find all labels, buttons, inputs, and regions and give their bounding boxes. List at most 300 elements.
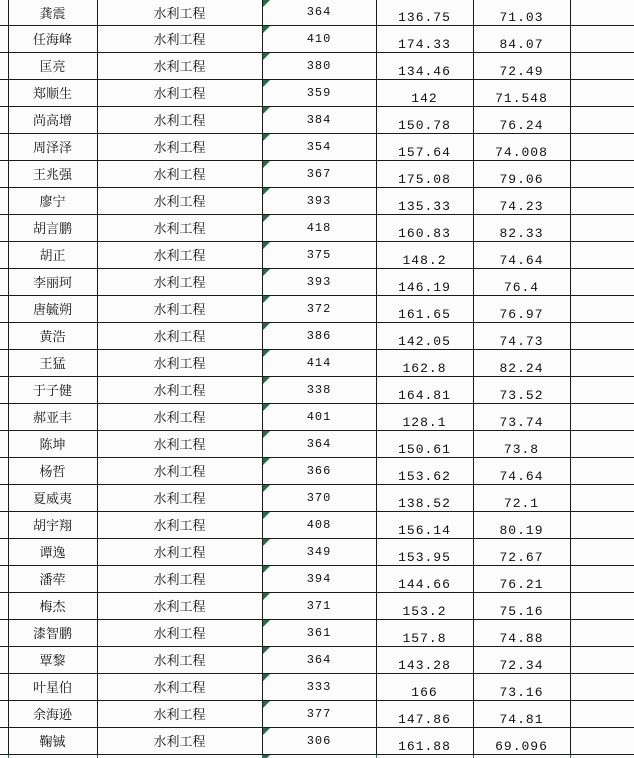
major-cell[interactable] [97, 376, 262, 403]
row-edge-cell[interactable] [0, 511, 8, 538]
major-cell[interactable] [97, 214, 262, 241]
name-cell[interactable] [8, 592, 97, 619]
score-a-cell-text: 306 [306, 733, 332, 748]
name-cell-text: 谭逸 [39, 545, 66, 560]
score-a-cell-text: 380 [306, 58, 332, 73]
score-c-cell[interactable] [473, 322, 570, 349]
row-edge-cell[interactable] [0, 79, 8, 106]
row-edge-cell[interactable] [0, 565, 8, 592]
empty-cell[interactable] [570, 700, 634, 727]
name-cell-text: 郑顺生 [32, 86, 72, 101]
row-edge-cell[interactable] [0, 376, 8, 403]
score-b-cell-text: 157.64 [398, 144, 451, 160]
major-cell[interactable] [97, 700, 262, 727]
table-row [0, 79, 634, 106]
score-a-cell-text: 359 [306, 85, 332, 100]
row-edge-cell[interactable] [0, 592, 8, 619]
score-c-cell[interactable] [473, 295, 570, 322]
score-b-cell[interactable] [376, 754, 473, 758]
empty-cell[interactable] [570, 646, 634, 673]
empty-cell[interactable] [570, 430, 634, 457]
empty-cell[interactable] [570, 25, 634, 52]
score-c-cell-text: 76.97 [499, 306, 544, 322]
major-cell[interactable] [97, 52, 262, 79]
major-cell[interactable] [97, 754, 262, 758]
empty-cell[interactable] [570, 754, 634, 758]
major-cell[interactable] [97, 565, 262, 592]
score-a-cell-text: 364 [306, 652, 332, 667]
score-a-cell[interactable] [262, 754, 376, 758]
number-stored-as-text-indicator-icon [263, 269, 270, 276]
score-b-cell[interactable] [376, 349, 473, 376]
row-edge-cell[interactable] [0, 295, 8, 322]
score-b-cell[interactable] [376, 646, 473, 673]
score-c-cell[interactable] [473, 25, 570, 52]
score-a-cell[interactable] [262, 322, 376, 349]
number-stored-as-text-indicator-icon [263, 728, 270, 735]
empty-cell[interactable] [570, 457, 634, 484]
row-edge-cell[interactable] [0, 754, 8, 758]
score-c-cell[interactable] [473, 673, 570, 700]
score-b-cell-text: 153.62 [398, 468, 451, 484]
table-row [0, 376, 634, 403]
major-cell-text: 水利工程 [153, 5, 206, 21]
number-stored-as-text-indicator-icon [263, 755, 270, 758]
score-c-cell[interactable] [473, 619, 570, 646]
score-a-cell[interactable] [262, 133, 376, 160]
number-stored-as-text-indicator-icon [263, 242, 270, 249]
major-cell-text: 水利工程 [153, 410, 206, 425]
score-b-cell-text: 150.78 [398, 117, 451, 133]
row-edge-cell[interactable] [0, 619, 8, 646]
score-b-cell-text: 134.46 [398, 63, 451, 79]
name-cell[interactable] [8, 0, 97, 25]
number-stored-as-text-indicator-icon [263, 134, 270, 141]
number-stored-as-text-indicator-icon [263, 53, 270, 60]
number-stored-as-text-indicator-icon [263, 458, 270, 465]
score-b-cell[interactable] [376, 322, 473, 349]
score-c-cell-text: 73.16 [499, 684, 544, 700]
major-cell[interactable] [97, 160, 262, 187]
score-b-cell[interactable] [376, 0, 473, 25]
score-b-cell[interactable] [376, 484, 473, 511]
major-cell[interactable] [97, 106, 262, 133]
name-cell-text: 王兆强 [32, 167, 72, 182]
score-c-cell[interactable] [473, 403, 570, 430]
major-cell[interactable] [97, 727, 262, 754]
major-cell[interactable] [97, 457, 262, 484]
name-cell[interactable] [8, 322, 97, 349]
score-b-cell[interactable] [376, 511, 473, 538]
score-b-cell[interactable] [376, 268, 473, 295]
score-c-cell-text: 74.23 [499, 198, 544, 214]
empty-cell[interactable] [570, 403, 634, 430]
name-cell[interactable] [8, 376, 97, 403]
score-a-cell-text: 372 [306, 301, 332, 316]
score-a-cell[interactable] [262, 538, 376, 565]
name-cell-text: 余海逊 [32, 707, 72, 722]
table-row [0, 241, 634, 268]
name-cell[interactable] [8, 700, 97, 727]
name-cell[interactable] [8, 349, 97, 376]
score-c-cell[interactable] [473, 700, 570, 727]
name-cell-text: 于子健 [32, 383, 72, 398]
name-cell[interactable] [8, 214, 97, 241]
empty-cell[interactable] [570, 295, 634, 322]
empty-cell[interactable] [570, 592, 634, 619]
row-edge-cell[interactable] [0, 538, 8, 565]
row-edge-cell[interactable] [0, 430, 8, 457]
score-a-cell-text: 370 [306, 490, 332, 505]
name-cell[interactable] [8, 133, 97, 160]
empty-cell[interactable] [570, 0, 634, 25]
score-a-cell[interactable] [262, 160, 376, 187]
name-cell[interactable] [8, 268, 97, 295]
name-cell[interactable] [8, 241, 97, 268]
empty-cell[interactable] [570, 727, 634, 754]
major-cell[interactable] [97, 268, 262, 295]
major-cell-text: 水利工程 [153, 437, 206, 452]
score-c-cell[interactable] [473, 376, 570, 403]
score-b-cell-text: 174.33 [398, 36, 451, 52]
number-stored-as-text-indicator-icon [263, 107, 270, 114]
score-a-cell[interactable] [262, 241, 376, 268]
score-c-cell[interactable] [473, 268, 570, 295]
score-c-cell[interactable] [473, 79, 570, 106]
score-c-cell-text: 73.74 [499, 414, 544, 430]
score-b-cell[interactable] [376, 565, 473, 592]
major-cell[interactable] [97, 187, 262, 214]
name-cell[interactable] [8, 538, 97, 565]
number-stored-as-text-indicator-icon [263, 701, 270, 708]
row-edge-cell[interactable] [0, 187, 8, 214]
score-a-cell[interactable] [262, 727, 376, 754]
score-a-cell[interactable] [262, 0, 376, 25]
name-cell[interactable] [8, 25, 97, 52]
score-c-cell[interactable] [473, 241, 570, 268]
score-c-cell[interactable] [473, 565, 570, 592]
empty-cell[interactable] [570, 268, 634, 295]
row-edge-cell[interactable] [0, 484, 8, 511]
empty-cell[interactable] [570, 565, 634, 592]
major-cell[interactable] [97, 0, 262, 25]
score-b-cell[interactable] [376, 700, 473, 727]
major-cell[interactable] [97, 646, 262, 673]
empty-cell[interactable] [570, 349, 634, 376]
row-edge-cell[interactable] [0, 646, 8, 673]
major-cell[interactable] [97, 241, 262, 268]
row-edge-cell[interactable] [0, 268, 8, 295]
score-a-cell[interactable] [262, 268, 376, 295]
score-c-cell[interactable] [473, 0, 570, 25]
number-stored-as-text-indicator-icon [263, 377, 270, 384]
score-a-cell[interactable] [262, 79, 376, 106]
name-cell[interactable] [8, 565, 97, 592]
empty-cell[interactable] [570, 241, 634, 268]
row-edge-cell[interactable] [0, 700, 8, 727]
major-cell-text: 水利工程 [153, 140, 206, 155]
score-c-cell[interactable] [473, 187, 570, 214]
row-edge-cell[interactable] [0, 349, 8, 376]
major-cell[interactable] [97, 538, 262, 565]
empty-cell[interactable] [570, 322, 634, 349]
score-b-cell[interactable] [376, 52, 473, 79]
score-a-cell[interactable] [262, 349, 376, 376]
score-c-cell-text: 84.07 [499, 36, 544, 52]
row-edge-cell[interactable] [0, 727, 8, 754]
major-cell-text: 水利工程 [153, 653, 206, 668]
name-cell[interactable] [8, 52, 97, 79]
score-c-cell[interactable] [473, 106, 570, 133]
score-b-cell-text: 161.88 [398, 738, 451, 754]
score-a-cell[interactable] [262, 430, 376, 457]
score-a-cell[interactable] [262, 25, 376, 52]
name-cell[interactable] [8, 727, 97, 754]
number-stored-as-text-indicator-icon [263, 431, 270, 438]
major-cell[interactable] [97, 295, 262, 322]
major-cell[interactable] [97, 673, 262, 700]
score-c-cell[interactable] [473, 160, 570, 187]
score-a-cell[interactable] [262, 295, 376, 322]
table-row [0, 349, 634, 376]
score-b-cell[interactable] [376, 538, 473, 565]
table-row [0, 52, 634, 79]
score-c-cell[interactable] [473, 430, 570, 457]
row-edge-cell[interactable] [0, 25, 8, 52]
major-cell-text: 水利工程 [153, 32, 206, 47]
score-a-cell[interactable] [262, 592, 376, 619]
name-cell[interactable] [8, 106, 97, 133]
score-b-cell-text: 146.19 [398, 279, 451, 295]
score-b-cell-text: 166 [411, 684, 438, 700]
major-cell[interactable] [97, 79, 262, 106]
table-row [0, 673, 634, 700]
score-b-cell[interactable] [376, 592, 473, 619]
major-cell-text: 水利工程 [153, 302, 206, 317]
score-c-cell[interactable] [473, 349, 570, 376]
score-a-cell[interactable] [262, 484, 376, 511]
empty-cell[interactable] [570, 187, 634, 214]
row-edge-cell[interactable] [0, 241, 8, 268]
score-b-cell[interactable] [376, 106, 473, 133]
name-cell-text: 黄浩 [39, 329, 66, 344]
empty-cell[interactable] [570, 484, 634, 511]
empty-cell[interactable] [570, 214, 634, 241]
score-b-cell[interactable] [376, 241, 473, 268]
empty-cell[interactable] [570, 79, 634, 106]
major-cell[interactable] [97, 349, 262, 376]
major-cell[interactable] [97, 484, 262, 511]
score-b-cell[interactable] [376, 376, 473, 403]
number-stored-as-text-indicator-icon [263, 80, 270, 87]
name-cell-text: 李丽珂 [32, 275, 72, 290]
row-edge-cell[interactable] [0, 160, 8, 187]
score-b-cell[interactable] [376, 727, 473, 754]
row-edge-cell[interactable] [0, 0, 8, 25]
major-cell[interactable] [97, 403, 262, 430]
major-cell-text: 水利工程 [153, 194, 206, 209]
score-c-cell[interactable] [473, 646, 570, 673]
empty-cell[interactable] [570, 619, 634, 646]
name-cell[interactable] [8, 619, 97, 646]
name-cell[interactable] [8, 187, 97, 214]
score-b-cell[interactable] [376, 25, 473, 52]
major-cell[interactable] [97, 592, 262, 619]
row-edge-cell[interactable] [0, 106, 8, 133]
score-a-cell[interactable] [262, 376, 376, 403]
score-a-cell-text: 384 [306, 112, 332, 127]
row-edge-cell[interactable] [0, 52, 8, 79]
score-c-cell[interactable] [473, 214, 570, 241]
name-cell-text: 郝亚丰 [32, 410, 72, 425]
major-cell[interactable] [97, 133, 262, 160]
score-c-cell[interactable] [473, 727, 570, 754]
score-c-cell[interactable] [473, 592, 570, 619]
score-c-cell-text: 74.88 [499, 630, 544, 646]
major-cell-text: 水利工程 [153, 329, 206, 344]
name-cell-text: 夏威夷 [32, 491, 72, 506]
score-b-cell[interactable] [376, 430, 473, 457]
score-a-cell-text: 408 [306, 517, 332, 532]
score-c-cell[interactable] [473, 133, 570, 160]
score-b-cell[interactable] [376, 673, 473, 700]
score-c-cell[interactable] [473, 511, 570, 538]
score-a-cell[interactable] [262, 52, 376, 79]
score-a-cell[interactable] [262, 646, 376, 673]
table-row [0, 430, 634, 457]
score-c-cell-text: 74.81 [499, 711, 544, 727]
score-a-cell-text: 367 [306, 166, 332, 181]
score-b-cell[interactable] [376, 160, 473, 187]
score-c-cell[interactable] [473, 754, 570, 758]
score-c-cell-text: 72.1 [503, 495, 540, 511]
score-b-cell[interactable] [376, 79, 473, 106]
name-cell[interactable] [8, 160, 97, 187]
name-cell-text: 陈坤 [39, 437, 66, 452]
name-cell-text: 梅杰 [39, 599, 66, 614]
empty-cell[interactable] [570, 376, 634, 403]
score-c-cell-text: 72.67 [499, 549, 544, 565]
empty-cell[interactable] [570, 160, 634, 187]
empty-cell[interactable] [570, 133, 634, 160]
score-a-cell[interactable] [262, 214, 376, 241]
table-row [0, 0, 634, 25]
major-cell[interactable] [97, 511, 262, 538]
name-cell-text: 匡亮 [39, 59, 66, 74]
name-cell[interactable] [8, 754, 97, 758]
score-a-cell-text: 354 [306, 139, 332, 154]
table-row [0, 295, 634, 322]
row-edge-cell[interactable] [0, 403, 8, 430]
score-a-cell-text: 394 [306, 571, 332, 586]
row-edge-cell[interactable] [0, 322, 8, 349]
row-edge-cell[interactable] [0, 457, 8, 484]
name-cell[interactable] [8, 79, 97, 106]
major-cell[interactable] [97, 430, 262, 457]
name-cell[interactable] [8, 484, 97, 511]
score-c-cell-text: 75.16 [499, 603, 544, 619]
score-b-cell[interactable] [376, 214, 473, 241]
name-cell[interactable] [8, 673, 97, 700]
score-a-cell[interactable] [262, 511, 376, 538]
major-cell-text: 水利工程 [153, 545, 206, 560]
score-a-cell-text: 361 [306, 625, 332, 640]
row-edge-cell[interactable] [0, 214, 8, 241]
row-edge-cell[interactable] [0, 133, 8, 160]
score-a-cell[interactable] [262, 106, 376, 133]
score-b-cell-text: 135.33 [398, 198, 451, 214]
score-b-cell[interactable] [376, 457, 473, 484]
name-cell[interactable] [8, 430, 97, 457]
table-row [0, 565, 634, 592]
score-b-cell[interactable] [376, 619, 473, 646]
score-b-cell-text: 156.14 [398, 522, 451, 538]
number-stored-as-text-indicator-icon [263, 674, 270, 681]
empty-cell[interactable] [570, 673, 634, 700]
name-cell[interactable] [8, 403, 97, 430]
score-a-cell[interactable] [262, 403, 376, 430]
score-b-cell[interactable] [376, 295, 473, 322]
table-row [0, 619, 634, 646]
score-a-cell[interactable] [262, 457, 376, 484]
name-cell-text: 周泽泽 [32, 140, 72, 155]
score-a-cell[interactable] [262, 187, 376, 214]
name-cell[interactable] [8, 457, 97, 484]
empty-cell[interactable] [570, 106, 634, 133]
row-edge-cell[interactable] [0, 673, 8, 700]
score-a-cell-text: 338 [306, 382, 332, 397]
score-a-cell[interactable] [262, 619, 376, 646]
name-cell-text: 胡正 [39, 248, 66, 263]
name-cell[interactable] [8, 511, 97, 538]
score-a-cell[interactable] [262, 673, 376, 700]
score-c-cell[interactable] [473, 484, 570, 511]
score-c-cell-text: 73.8 [503, 441, 540, 457]
number-stored-as-text-indicator-icon [263, 485, 270, 492]
major-cell[interactable] [97, 322, 262, 349]
major-cell[interactable] [97, 25, 262, 52]
score-c-cell-text: 74.64 [499, 468, 544, 484]
score-a-cell[interactable] [262, 565, 376, 592]
score-c-cell-text: 74.73 [499, 333, 544, 349]
table-row [0, 133, 634, 160]
empty-cell[interactable] [570, 52, 634, 79]
score-b-cell-text: 147.86 [398, 711, 451, 727]
major-cell[interactable] [97, 619, 262, 646]
major-cell-text: 水利工程 [153, 113, 206, 128]
score-a-cell-text: 401 [306, 409, 332, 424]
name-cell[interactable] [8, 646, 97, 673]
major-cell-text: 水利工程 [153, 275, 206, 290]
score-a-cell-text: 393 [306, 193, 332, 208]
score-a-cell[interactable] [262, 700, 376, 727]
score-a-cell-text: 349 [306, 544, 332, 559]
score-b-cell[interactable] [376, 403, 473, 430]
empty-cell[interactable] [570, 538, 634, 565]
score-b-cell[interactable] [376, 133, 473, 160]
score-a-cell-text: 375 [306, 247, 332, 262]
name-cell[interactable] [8, 295, 97, 322]
score-c-cell-text: 69.096 [495, 738, 548, 754]
score-c-cell[interactable] [473, 52, 570, 79]
score-c-cell[interactable] [473, 538, 570, 565]
score-b-cell[interactable] [376, 187, 473, 214]
number-stored-as-text-indicator-icon [263, 161, 270, 168]
empty-cell[interactable] [570, 511, 634, 538]
score-c-cell[interactable] [473, 457, 570, 484]
score-b-cell-text: 164.81 [398, 387, 451, 403]
table-row [0, 700, 634, 727]
